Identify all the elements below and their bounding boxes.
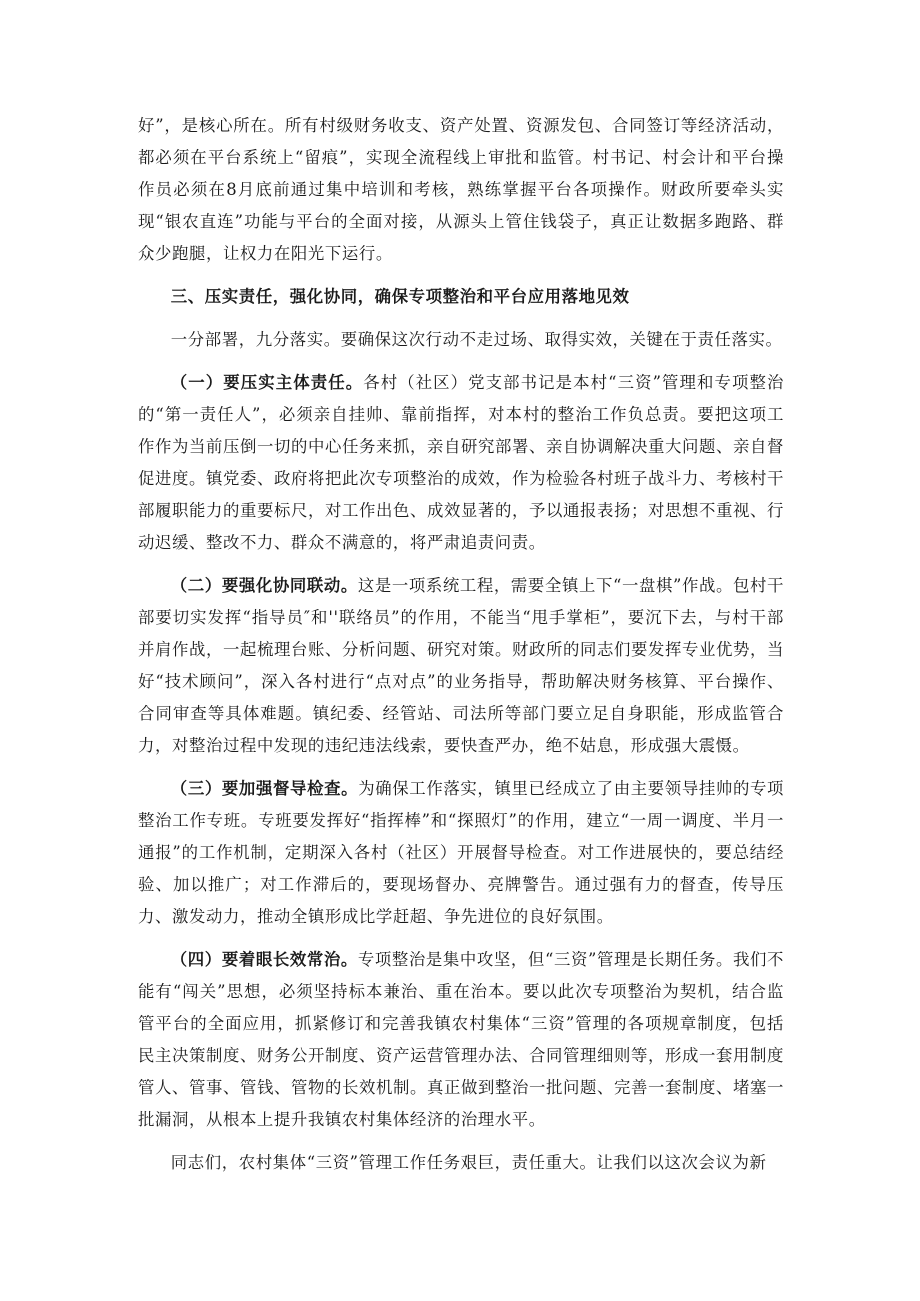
paragraph-closing (138, 1147, 784, 1179)
paragraph-text: 一分部署，九分落实。要确保这次行动不走过场、取得实效，关键在于责任落实。 (170, 330, 783, 349)
paragraph-long-term (138, 944, 784, 1136)
paragraph-platform-continuation (138, 110, 784, 270)
paragraph-text: 同志们，农村集体“三资”管理工作任务艰巨，责任重大。让我们以这次会议为新 (170, 1153, 767, 1172)
paragraph-text: 各村（社区）党支部书记是本村“三资”管理和专项整治的“第一责任人”，必须亲自挂帅、靠前指挥，对本村的整治工作负总责。要把这项工作作为当前压倒一切的中心任务来抓，亲自研究部署、亲自协调解决重大问题、亲自督促进度。镇党委、政府将把此次专项整治的成效，作为检验各村班子战斗力、考核村干部履职能力的重要标尺，对工作出色、成效显著的，予以通报表扬；对思想不重视、行动迟缓、整改不力、群众不满意的，将严肃追责问责。 (138, 373, 784, 552)
section-heading-text: 三、压实责任，强化协同，确保专项整治和平台应用落地见效 (170, 287, 630, 306)
section-heading-three (138, 281, 784, 313)
paragraph-lead: （三）要加强督导检查。 (170, 779, 359, 798)
paragraph-text: 专项整治是集中攻坚，但“三资”管理是长期任务。我们不能有“闯关”思想，必须坚持标本兼治、重在治本。要以此次专项整治为契机，结合监管平台的全面应用，抓紧修订和完善我镇农村集体“三资”管理的各项规章制度，包括民主决策制度、财务公开制度、资产运营管理办法、合同管理细则等，形成一套用制度管人、管事、管钱、管物的长效机制。真正做到整治一批问题、完善一套制度、堵塞一批漏洞，从根本上提升我镇农村集体经济的治理水平。 (138, 950, 784, 1129)
paragraph-supervision (138, 773, 784, 933)
paragraph-text: 为确保工作落实，镇里已经成立了由主要领导挂帅的专项整治工作专班。专班要发挥好“指挥棒”和“探照灯”的作用，建立“一周一调度、半月一通报”的工作机制，定期深入各村（社区）开展督导检查。对工作进展快的，要总结经验、加以推广；对工作滞后的，要现场督办、亮牌警告。通过强有力的督查，传导压力、激发动力，推动全镇形成比学赶超、争先进位的良好氛围。 (138, 779, 785, 926)
paragraph-coordination (138, 570, 784, 762)
paragraph-intro (138, 324, 784, 356)
paragraph-lead: （四）要着眼长效常治。 (170, 950, 358, 969)
paragraph-text: 好”，是核心所在。所有村级财务收支、资产处置、资源发包、合同签订等经济活动，都必须在平台系统上“留痕”，实现全流程线上审批和监管。村书记、村会计和平台操作员必须在8月底前通过集中培训和考核，熟练掌握平台各项操作。财政所要牵头实现“银农直连”功能与平台的全面对接，从源头上管住钱袋子，真正让数据多跑路、群众少跑腿，让权力在阳光下运行。 (138, 116, 784, 263)
paragraph-text: 这是一项系统工程，需要全镇上下“一盘棋”作战。包村干部要切实发挥“指导员″和''联络员”的作用，不能当“甩手掌柜”，要沉下去，与村干部并肩作战，一起梳理台账、分析问题、研究对策。财政所的同志们要发挥专业优势，当好“技术顾问”，深入各村进行“点对点”的业务指导，帮助解决财务核算、平台操作、合同审查等具体难题。镇纪委、经管站、司法所等部门要立足自身职能，形成监管合力，对整治过程中发现的违纪违法线索，要快查严办，绝不姑息，形成强大震慑。 (138, 576, 784, 755)
document-body (138, 110, 784, 1190)
paragraph-responsibility (138, 367, 784, 559)
paragraph-lead: （一）要压实主体责任。 (170, 373, 364, 392)
paragraph-lead: （二）要强化协同联动。 (170, 576, 358, 595)
